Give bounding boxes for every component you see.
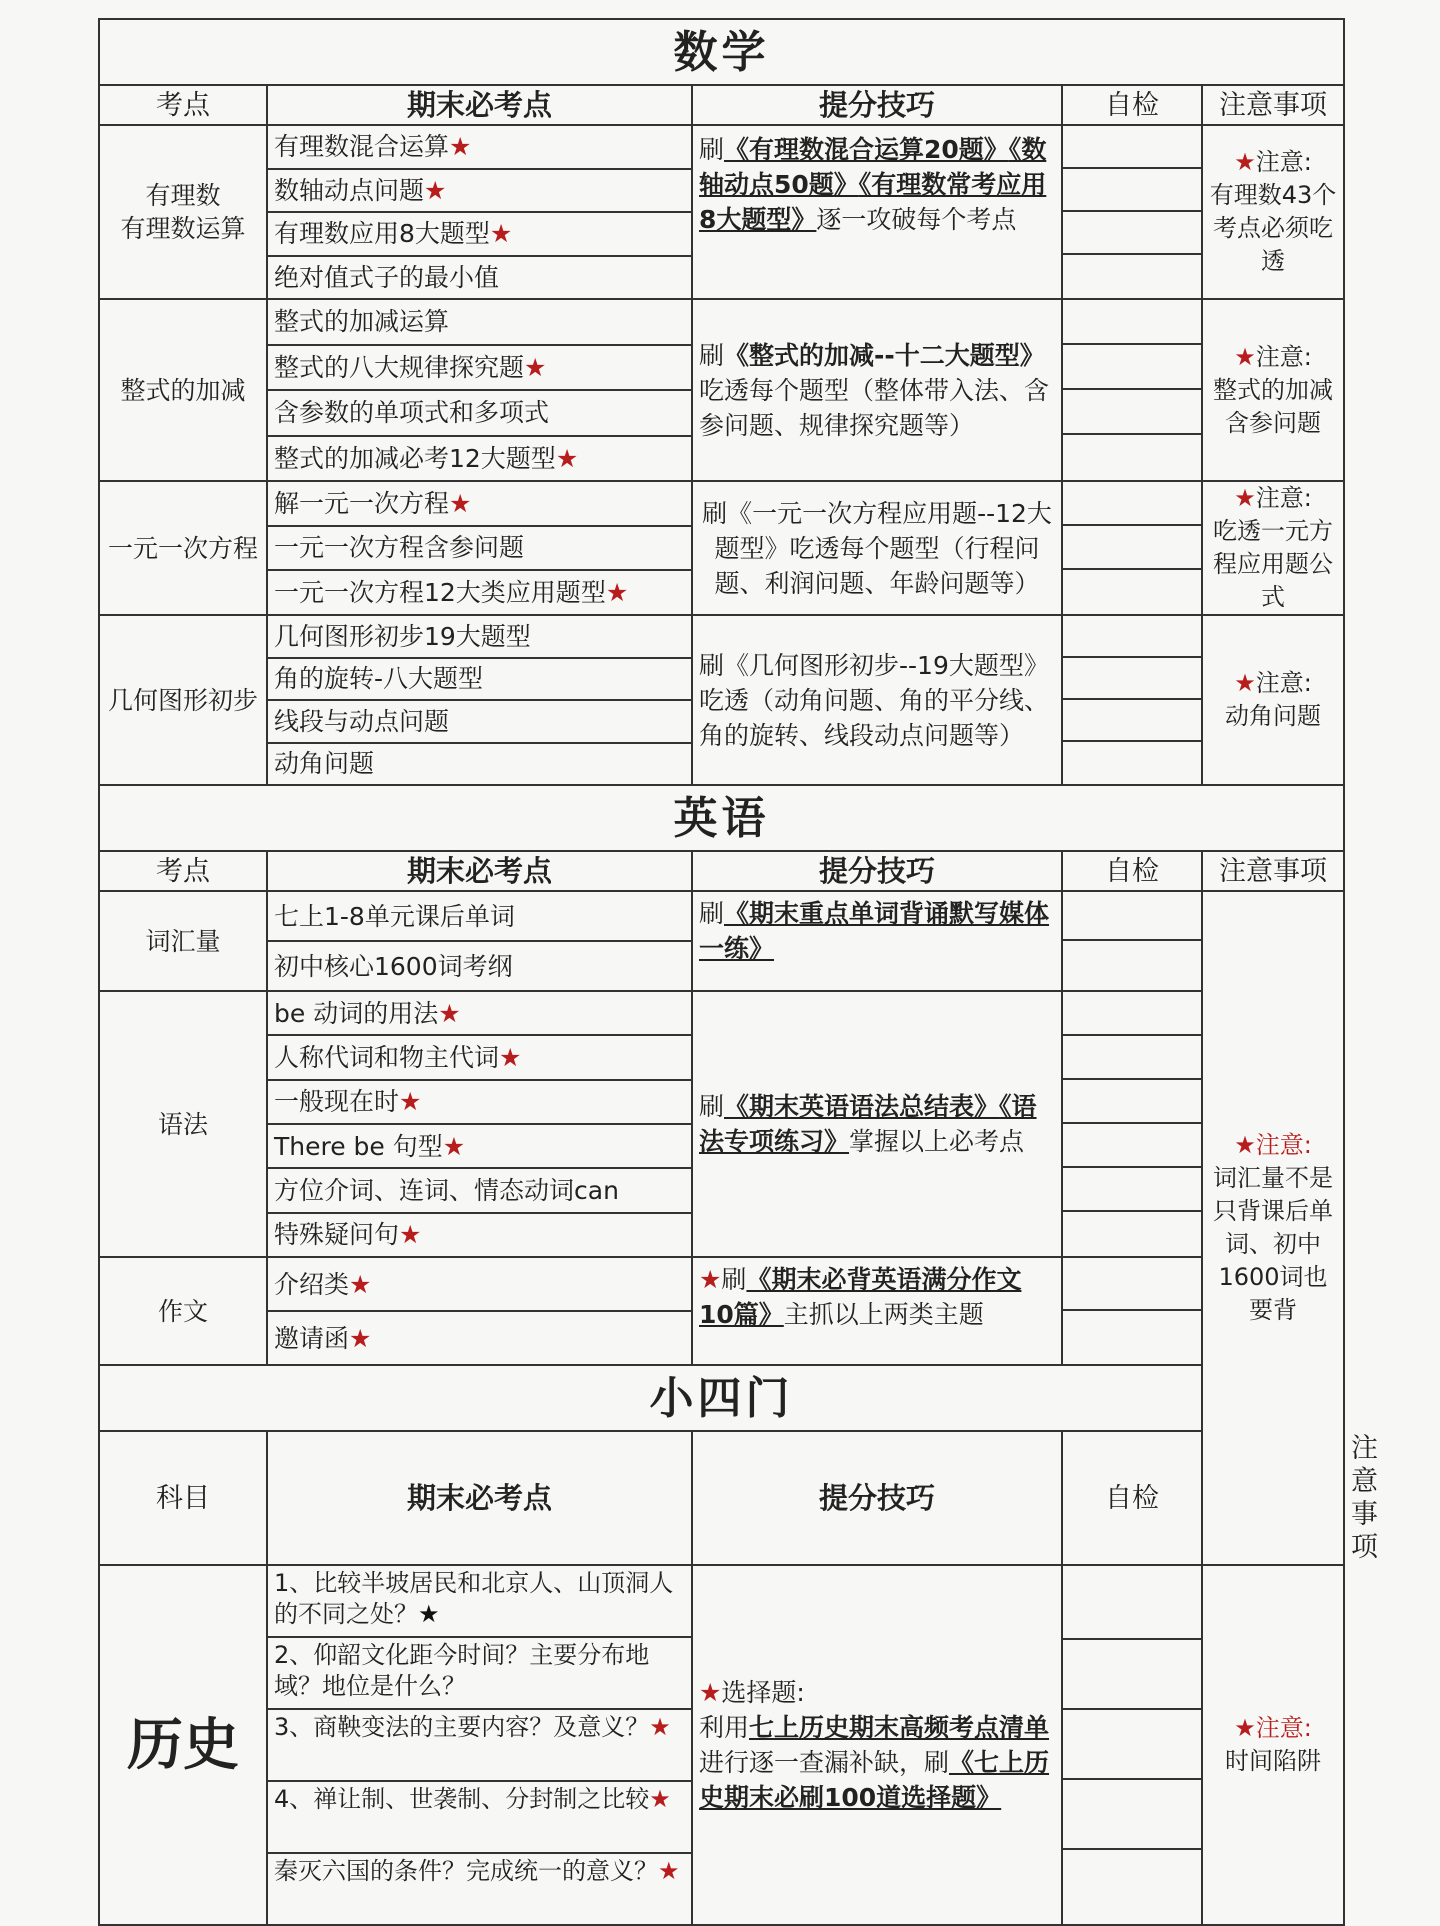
point-item: 整式的八大规律探究题★ [267, 345, 692, 391]
section-title-math: 数学 [99, 19, 1344, 85]
self-check-cell[interactable] [1062, 615, 1202, 785]
header-tips: 提分技巧 [692, 85, 1062, 125]
star-icon: ★ [489, 219, 513, 249]
header-tips: 提分技巧 [692, 851, 1062, 891]
star-icon: ★ [499, 1042, 522, 1072]
self-check-cell[interactable] [1062, 125, 1202, 299]
point-item: 人称代词和物主代词★ [267, 1035, 692, 1079]
point-item: 2、仰韶文化距今时间？主要分布地域？地位是什么？ [267, 1637, 692, 1709]
point-item: 动角问题 [267, 743, 692, 786]
star-icon: ★ [349, 1269, 372, 1299]
star-icon: ★ [449, 132, 472, 162]
tip-cell: ★选择题: 利用七上历史期末高频考点清单进行逐一查漏补缺，刷《七上历史期末必刷100道选择题》 [692, 1565, 1062, 1925]
header-points: 期末必考点 [267, 851, 692, 891]
point-item: 邀请函★ [267, 1311, 692, 1365]
star-icon: ★ [349, 1323, 372, 1353]
point-item: 几何图形初步19大题型 [267, 615, 692, 658]
point-item: 一元一次方程12大类应用题型★ [267, 570, 692, 615]
self-check-cell[interactable] [1062, 1565, 1202, 1925]
topic-cell: 作文 [99, 1257, 267, 1365]
tip-cell: 刷《期末重点单词背诵默写媒体一练》 [692, 891, 1062, 991]
header-points: 期末必考点 [267, 1431, 692, 1565]
study-table: 数学 考点 期末必考点 提分技巧 自检 注意事项 有理数 有理数运算 有理数混合运算★ 刷《有理数混合运算20题》《数轴动点50题》《有理数常考应用8大题型》逐一攻破每个考点 ★注意: 有理数43个考点必须吃透 数轴动点问题★ 有理数应用8大题型★ 绝对值式子的最小值 整式的加减 整式的加减运算 刷《整式的加减--十二大题型》吃透每个题型（整体带入法、含参问题、规律探究题等） ★注意: 整式的加减含参问题 整式的八大规律探究题★ 含参数的单项式和多项式 整式的加减必考12大题型★ 一元一次方程 解一元一次方程★ 刷《一元一次方程应用题--12大题型》吃透每个题型（行程问题、利润问题、年龄问题等） ★注意: 吃透一元方程应用题公式 一元一次方程含参问题 一元一次方程12大类应用题型★ 几何图形初步 几何图形初步19大题型 刷《几何图形初步--19大题型》吃透（动角问题、角的平分线、角的旋转、线段动点问题等） ★注意: 动角问题 角的旋转-八大题型 线段与动点问题 动角问题 英语 考点 期末必考点 提分技巧 自检 注意事项 词汇量 七上1-8单元课后单词 刷《期末重点单词背诵默写媒体一练》 ★注意: 词汇量不是只背课后单词、初中1600词也要背 初中核心1600词考纲 语法 be 动词的用法★ 刷《期末英语语法总结表》《语法专项练习》掌握以上必考点 人称代词和物主代词★ 一般现在时★ There be 句型★ 方位介词、连词、情态动词can 特殊疑问句★ 作文 介绍类★ ★刷《期末必背英语满分作文10篇》主抓以上两类主题 邀请函★ 小四门 科目 期末必考点 提分技巧 自检 注意事项 历史 1、比较半坡居民和北京人、山顶洞人的不同之处？★ ★选择题: 利用七上历史期末高频考点清单进行逐一查漏补缺，刷《七上历史期末必刷100道选择题》 ★注意: 时间陷阱 2、仰韶文化距今时间？主要分布地域？地位是什么？ 3、商鞅变法的主要内容？及意义？★ 4、禅让制、世袭制、分封制之比较★ 秦灭六国的条件？完成统一的意义？★ [98, 18, 1345, 1926]
point-item: 整式的加减运算 [267, 299, 692, 345]
point-item: 秦灭六国的条件？完成统一的意义？★ [267, 1853, 692, 1925]
star-icon: ★ [399, 1220, 422, 1250]
header-topic: 考点 [99, 851, 267, 891]
star-icon: ★ [649, 1713, 671, 1741]
study-sheet [98, 18, 1378, 1926]
self-check-cell[interactable] [1062, 299, 1202, 481]
point-item: 线段与动点问题 [267, 700, 692, 743]
star-icon: ★ [418, 1600, 440, 1628]
header-check: 自检 [1062, 851, 1202, 891]
point-item: 有理数应用8大题型★ [267, 212, 692, 256]
point-item: 解一元一次方程★ [267, 481, 692, 526]
note-cell: ★注意: 有理数43个考点必须吃透 [1202, 125, 1344, 299]
tip-cell: 刷《整式的加减--十二大题型》吃透每个题型（整体带入法、含参问题、规律探究题等） [692, 299, 1062, 481]
point-item: 方位介词、连词、情态动词can [267, 1168, 692, 1212]
topic-cell: 语法 [99, 991, 267, 1257]
header-tips: 提分技巧 [692, 1431, 1062, 1565]
point-item: 1、比较半坡居民和北京人、山顶洞人的不同之处？★ [267, 1565, 692, 1637]
header-topic: 考点 [99, 85, 267, 125]
star-icon: ★ [424, 175, 447, 205]
header-topic: 科目 [99, 1431, 267, 1565]
star-icon: ★ [555, 443, 579, 473]
topic-cell: 几何图形初步 [99, 615, 267, 785]
point-item: 绝对值式子的最小值 [267, 256, 692, 300]
note-cell: ★注意: 整式的加减含参问题 [1202, 299, 1344, 481]
header-notes: 注意事项 [1202, 85, 1344, 125]
note-cell: ★注意: 词汇量不是只背课后单词、初中1600词也要背 [1202, 891, 1344, 1565]
section-title-english: 英语 [99, 785, 1344, 851]
tip-cell: ★刷《期末必背英语满分作文10篇》主抓以上两类主题 [692, 1257, 1062, 1365]
self-check-cell[interactable] [1062, 891, 1202, 991]
header-check: 自检 [1062, 1431, 1202, 1565]
topic-cell: 整式的加减 [99, 299, 267, 481]
topic-cell: 有理数 有理数运算 [99, 125, 267, 299]
point-item: 整式的加减必考12大题型★ [267, 436, 692, 482]
point-item: 一般现在时★ [267, 1080, 692, 1124]
point-item: 一元一次方程含参问题 [267, 526, 692, 571]
point-item: There be 句型★ [267, 1124, 692, 1168]
section-title-minor: 小四门 [99, 1365, 1344, 1431]
point-item: 介绍类★ [267, 1257, 692, 1311]
tip-cell: 刷《一元一次方程应用题--12大题型》吃透每个题型（行程问题、利润问题、年龄问题等） [692, 481, 1062, 615]
topic-cell: 词汇量 [99, 891, 267, 991]
point-item: 数轴动点问题★ [267, 169, 692, 213]
point-item: 有理数混合运算★ [267, 125, 692, 169]
self-check-cell[interactable] [1062, 1257, 1202, 1365]
star-icon: ★ [438, 998, 461, 1028]
point-item: 含参数的单项式和多项式 [267, 390, 692, 436]
note-cell: ★注意: 时间陷阱 [1202, 1565, 1344, 1925]
star-icon: ★ [399, 1087, 422, 1117]
star-icon: ★ [658, 1857, 680, 1885]
header-points: 期末必考点 [267, 85, 692, 125]
self-check-cell[interactable] [1062, 991, 1202, 1257]
point-item: 角的旋转-八大题型 [267, 658, 692, 701]
tip-cell: 刷《有理数混合运算20题》《数轴动点50题》《有理数常考应用8大题型》逐一攻破每个考点 [692, 125, 1062, 299]
star-icon: ★ [605, 578, 629, 608]
subject-history: 历史 [99, 1565, 267, 1925]
star-icon: ★ [449, 488, 472, 518]
self-check-cell[interactable] [1062, 481, 1202, 615]
point-item: 3、商鞅变法的主要内容？及意义？★ [267, 1709, 692, 1781]
topic-cell: 一元一次方程 [99, 481, 267, 615]
point-item: be 动词的用法★ [267, 991, 692, 1035]
note-cell: ★注意: 吃透一元方程应用题公式 [1202, 481, 1344, 615]
point-item: 七上1-8单元课后单词 [267, 891, 692, 941]
point-item: 4、禅让制、世袭制、分封制之比较★ [267, 1781, 692, 1853]
star-icon: ★ [442, 1131, 466, 1161]
star-icon: ★ [649, 1785, 671, 1813]
point-item: 初中核心1600词考纲 [267, 941, 692, 991]
point-item: 特殊疑问句★ [267, 1213, 692, 1257]
tip-cell: 刷《几何图形初步--19大题型》吃透（动角问题、角的平分线、角的旋转、线段动点问题等） [692, 615, 1062, 785]
header-notes: 注意事项 [1202, 851, 1344, 891]
star-icon: ★ [524, 352, 547, 382]
tip-cell: 刷《期末英语语法总结表》《语法专项练习》掌握以上必考点 [692, 991, 1062, 1257]
header-check: 自检 [1062, 85, 1202, 125]
note-cell: ★注意: 动角问题 [1202, 615, 1344, 785]
